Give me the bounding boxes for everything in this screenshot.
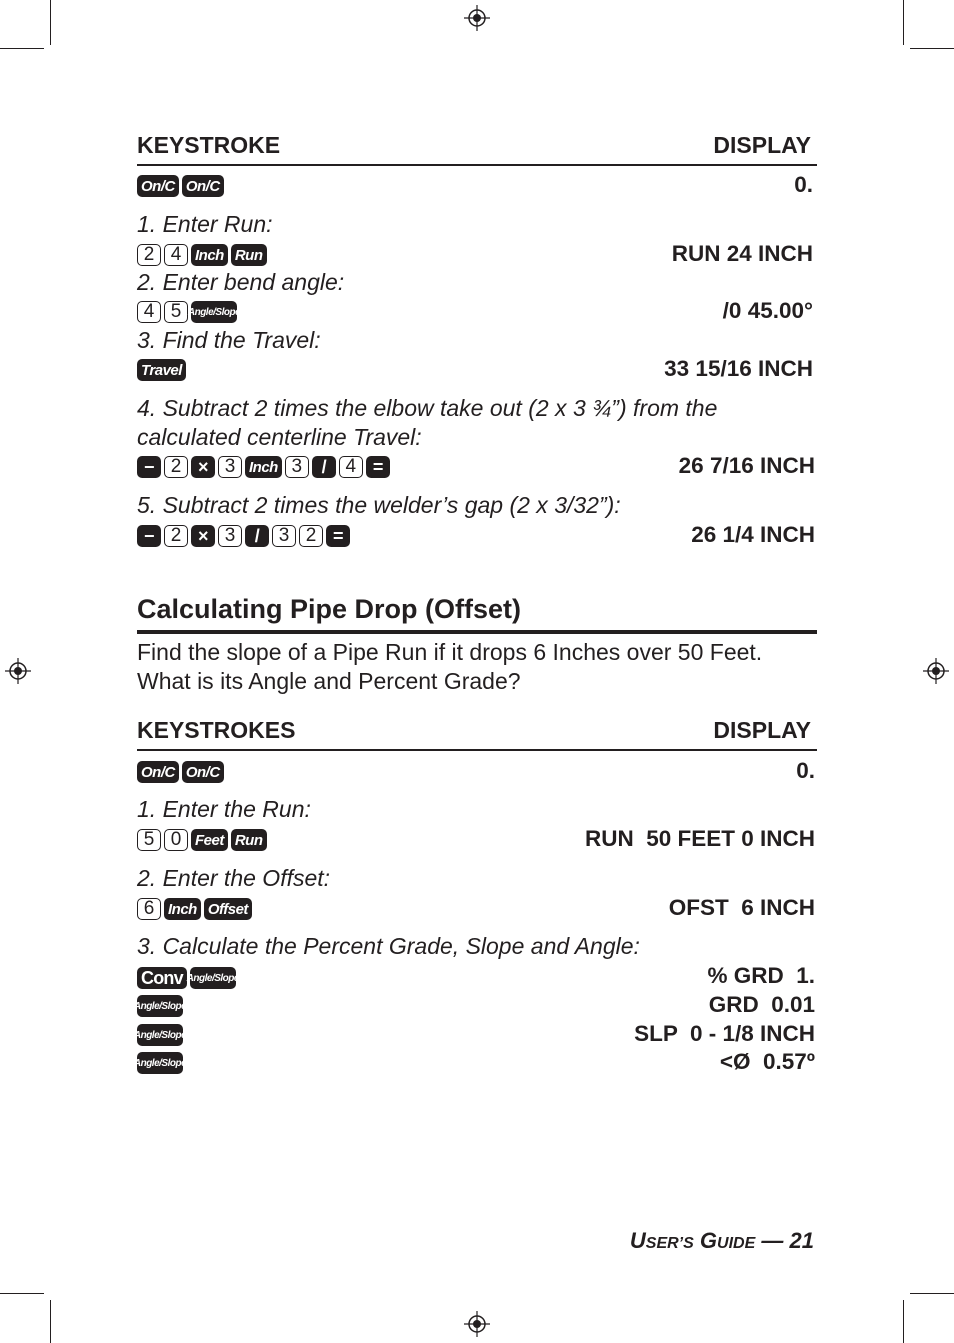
key-inch: Inch (245, 456, 282, 478)
crop-mark (903, 1300, 904, 1343)
key-fraction: / (245, 525, 269, 547)
footer-smallcaps: UIDE (717, 1235, 756, 1252)
key-on-c: On/C (137, 175, 179, 197)
step-label-continued: calculated centerline Travel: (137, 424, 422, 450)
registration-crosshair-icon (923, 658, 949, 684)
keystroke-sequence (137, 300, 241, 324)
key-digit: 4 (339, 456, 363, 478)
step-label: 3. Calculate the Percent Grade, Slope and Angle: (137, 933, 640, 959)
key-equals: = (326, 525, 350, 547)
keystroke-sequence (137, 455, 390, 479)
keystroke-sequence (133, 1023, 187, 1047)
intro-text: What is its Angle and Percent Grade? (137, 668, 521, 694)
display-value: 0. (794, 172, 813, 197)
display-value: 26 1/4 INCH (691, 522, 815, 547)
key-digit: 2 (137, 244, 161, 266)
display-header: DISPLAY (713, 132, 811, 158)
key-multiply: × (191, 456, 215, 478)
key-angle-slope: Angle/Slope (191, 301, 237, 323)
display-value: 0. (796, 758, 815, 783)
footer-smallcaps: SER’S (645, 1235, 694, 1252)
keystroke-sequence (137, 174, 224, 198)
key-multiply: × (191, 525, 215, 547)
keystroke-header: KEYSTROKE (137, 132, 281, 158)
key-equals: = (366, 456, 390, 478)
registration-crosshair-icon (5, 658, 31, 684)
footer-cap: U (629, 1228, 646, 1253)
key-digit: 4 (164, 244, 188, 266)
display-value: GRD 0.01 (708, 992, 815, 1017)
keystroke-sequence (137, 243, 267, 267)
crop-mark (50, 1300, 51, 1343)
key-conv: Conv (137, 967, 187, 989)
key-digit: 2 (164, 525, 188, 547)
key-minus: − (137, 456, 161, 478)
key-digit: 6 (137, 898, 161, 920)
display-value: OFST 6 INCH (668, 895, 815, 920)
key-on-c: On/C (137, 761, 179, 783)
key-digit: 3 (218, 525, 242, 547)
key-digit: 3 (218, 456, 242, 478)
display-value: RUN 24 INCH (671, 241, 813, 266)
crop-mark (910, 1293, 954, 1294)
key-inch: Inch (164, 898, 201, 920)
key-digit: 2 (299, 525, 323, 547)
display-header: DISPLAY (713, 717, 811, 743)
key-on-c: On/C (182, 175, 224, 197)
key-digit: 2 (164, 456, 188, 478)
key-feet: Feet (191, 829, 228, 851)
display-value: /0 45.00° (722, 298, 813, 323)
crop-mark (0, 48, 44, 49)
key-on-c: On/C (182, 761, 224, 783)
keystroke-sequence (137, 828, 267, 852)
crop-mark (910, 48, 954, 49)
keystroke-sequence (137, 358, 186, 382)
key-digit: 0 (164, 829, 188, 851)
key-inch: Inch (191, 244, 228, 266)
table-rule (137, 164, 817, 166)
display-value: 26 7/16 INCH (678, 453, 815, 478)
step-label: 2. Enter bend angle: (137, 269, 345, 295)
registration-crosshair-icon (464, 1311, 490, 1337)
key-angle-slope: Angle/Slope (190, 967, 236, 989)
display-value: % GRD 1. (707, 963, 815, 988)
key-fraction: / (312, 456, 336, 478)
step-label: 4. Subtract 2 times the elbow take out (2 x 3 ¾”) from the (137, 395, 718, 421)
keystrokes-header: KEYSTROKES (137, 717, 296, 743)
crop-mark (903, 0, 904, 45)
display-value: <Ø 0.57º (719, 1049, 815, 1074)
display-value: SLP 0 - 1/8 INCH (634, 1021, 815, 1046)
keystroke-sequence (137, 524, 350, 548)
crop-mark (0, 1293, 44, 1294)
keystroke-sequence (137, 966, 239, 990)
key-run: Run (231, 244, 267, 266)
key-angle-slope: Angle/Slope (137, 1024, 183, 1046)
step-label: 2. Enter the Offset: (137, 865, 331, 891)
key-digit: 5 (164, 301, 188, 323)
step-label: 1. Enter Run: (137, 211, 273, 237)
step-label: 1. Enter the Run: (137, 796, 311, 822)
keystroke-sequence (133, 1051, 187, 1075)
footer-cap: G (699, 1228, 718, 1253)
intro-text: Find the slope of a Pipe Run if it drops 6 Inches over 50 Feet. (137, 639, 763, 665)
section-rule (137, 630, 817, 634)
step-label: 5. Subtract 2 times the welder’s gap (2 x 3/32”): (137, 492, 621, 518)
crop-mark (50, 0, 51, 45)
table-rule (137, 749, 817, 751)
key-minus: − (137, 525, 161, 547)
page-number: — 21 (761, 1228, 814, 1253)
key-travel: Travel (137, 359, 186, 381)
key-angle-slope: Angle/Slope (137, 1052, 183, 1074)
keystroke-sequence (133, 994, 187, 1018)
key-digit: 3 (272, 525, 296, 547)
keystroke-sequence (137, 897, 252, 921)
page-footer (630, 1228, 814, 1254)
registration-crosshair-icon (464, 5, 490, 31)
display-value: RUN 50 FEET 0 INCH (584, 826, 815, 851)
display-value: 33 15/16 INCH (664, 356, 813, 381)
key-angle-slope: Angle/Slope (137, 995, 183, 1017)
key-run: Run (231, 829, 267, 851)
keystroke-sequence (137, 760, 224, 784)
key-digit: 3 (285, 456, 309, 478)
step-label: 3. Find the Travel: (137, 327, 321, 353)
key-offset: Offset (204, 898, 252, 920)
key-digit: 5 (137, 829, 161, 851)
key-digit: 4 (137, 301, 161, 323)
section-title: Calculating Pipe Drop (Offset) (137, 594, 522, 624)
